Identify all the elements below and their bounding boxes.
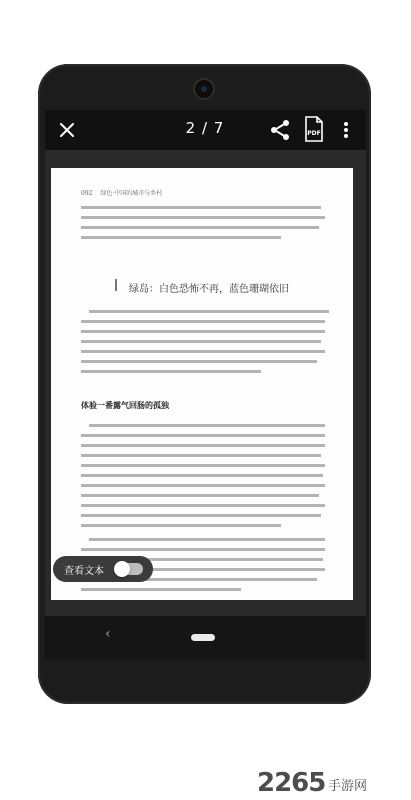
text-line — [81, 320, 325, 323]
view-text-toggle[interactable] — [53, 556, 153, 582]
subsection-heading: 体验一番露气回肠的孤独 — [81, 401, 169, 410]
text-line — [81, 330, 325, 333]
page-counter: 2 / 7 — [185, 119, 225, 137]
page-header — [81, 188, 162, 197]
pdf-label: PDF — [307, 130, 321, 137]
top-toolbar — [45, 110, 366, 150]
more-vertical-icon — [338, 118, 354, 142]
text-line — [89, 424, 325, 427]
screen — [45, 110, 366, 660]
text-line — [89, 310, 329, 313]
text-line — [81, 464, 325, 467]
page-header-text: 绿色·中国的城市与乡村 — [100, 190, 163, 197]
text-line — [81, 340, 321, 343]
text-line — [89, 538, 325, 541]
nav-home-button[interactable] — [191, 634, 215, 641]
toggle-switch[interactable] — [115, 563, 143, 575]
text-line — [81, 588, 241, 591]
text-line — [81, 236, 281, 239]
more-options-button[interactable] — [338, 118, 354, 142]
text-line — [81, 444, 325, 447]
text-line — [81, 524, 281, 527]
text-line — [81, 514, 321, 517]
section-marker — [115, 279, 127, 291]
text-line — [81, 350, 325, 353]
system-nav-bar — [45, 616, 366, 660]
document-viewer[interactable] — [45, 150, 366, 616]
front-camera — [193, 78, 215, 100]
text-line — [81, 454, 321, 457]
text-line — [81, 484, 325, 487]
section-title: 绿岛：白色恐怖不再，蓝色珊瑚依旧 — [129, 284, 289, 295]
pdf-file-icon — [304, 116, 324, 142]
text-line — [81, 206, 321, 209]
text-line — [81, 548, 325, 551]
text-line — [81, 226, 319, 229]
watermark-logo: 2265 — [257, 768, 326, 798]
text-line — [81, 504, 325, 507]
text-line — [81, 370, 261, 373]
pdf-button[interactable] — [304, 116, 324, 142]
share-icon — [268, 118, 292, 142]
nav-back-button[interactable]: ‹ — [105, 626, 111, 642]
document-page[interactable] — [51, 168, 353, 600]
view-text-label: 查看文本 — [64, 566, 104, 577]
text-line — [81, 360, 317, 363]
toggle-knob — [114, 561, 130, 577]
text-line — [81, 494, 319, 497]
text-line — [81, 434, 325, 437]
close-icon — [55, 118, 79, 142]
text-line — [81, 474, 323, 477]
watermark-suffix: 手游网 — [328, 779, 368, 794]
text-line — [81, 216, 325, 219]
page-number: 092 — [81, 190, 93, 197]
close-button[interactable] — [55, 118, 79, 142]
share-button[interactable] — [268, 118, 292, 142]
